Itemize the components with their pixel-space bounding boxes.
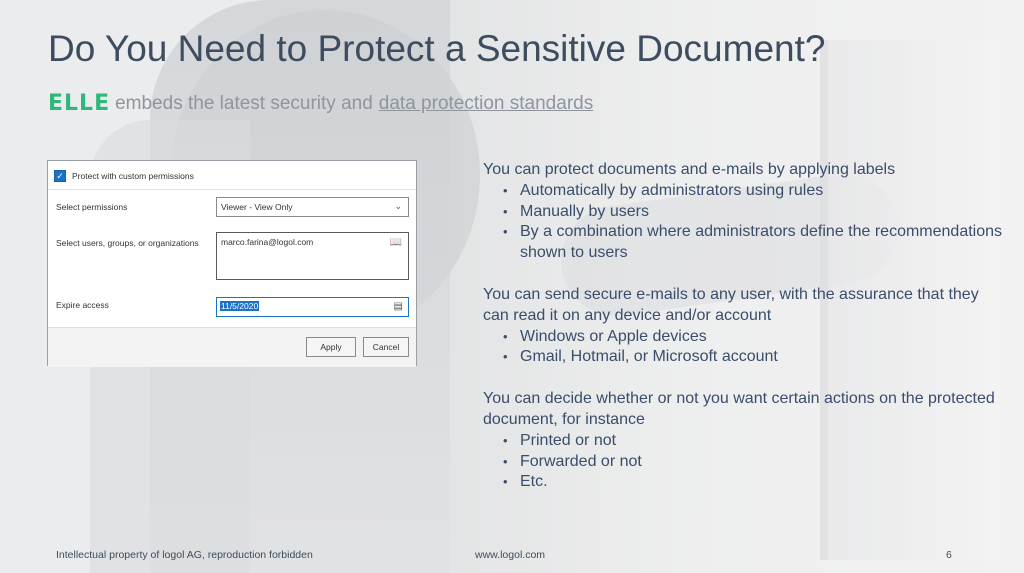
website-link[interactable]: www.logol.com xyxy=(475,549,546,561)
apply-button[interactable]: Apply xyxy=(306,337,356,357)
chevron-down-icon: ⌄ xyxy=(394,201,402,211)
expire-label: Expire access xyxy=(56,300,109,310)
devices-list xyxy=(483,327,1003,369)
slide-subtitle xyxy=(48,91,593,116)
address-book-icon[interactable]: 📖 xyxy=(389,237,402,248)
list-item: • Automatically by administrators using rules xyxy=(501,181,1003,202)
permissions-value: Viewer - View Only xyxy=(221,202,293,212)
permissions-label: Select permissions xyxy=(56,202,128,212)
check-icon: ✓ xyxy=(56,170,64,181)
custom-permissions-label: Protect with custom permissions xyxy=(72,171,194,181)
list-item: • Gmail, Hotmail, or Microsoft account xyxy=(501,347,1003,368)
list-item: • Windows or Apple devices xyxy=(501,327,1003,348)
cancel-button[interactable]: Cancel xyxy=(363,337,409,357)
expire-date-input[interactable] xyxy=(216,297,409,317)
list-item: • Forwarded or not xyxy=(501,452,1003,473)
list-item: • Etc. xyxy=(501,472,1003,493)
secure-email-paragraph: You can send secure e-mails to any user, with the assurance that they can read it on any device and/or account xyxy=(483,285,979,324)
page-number: 6 xyxy=(946,549,952,561)
list-item: • By a combination where administrators define the recommendations shown to users xyxy=(501,222,1003,264)
permissions-dialog xyxy=(47,160,417,366)
actions-list xyxy=(483,431,1003,493)
calendar-icon[interactable]: ▤ xyxy=(393,301,403,312)
expire-date-value: 11/5/2020 xyxy=(221,301,259,311)
users-input[interactable] xyxy=(216,232,409,280)
protect-list xyxy=(483,181,1003,264)
divider xyxy=(48,189,416,190)
slide-content xyxy=(483,160,1003,493)
list-item: • Printed or not xyxy=(501,431,1003,452)
subtitle-text: embeds the latest security and xyxy=(115,92,373,114)
protect-paragraph: You can protect documents and e-mails by applying labels xyxy=(483,161,896,178)
list-item: • Manually by users xyxy=(501,202,1003,223)
users-value: marco.farina@logol.com xyxy=(221,237,314,247)
elle-logo: ELLE xyxy=(48,91,111,116)
actions-paragraph: You can decide whether or not you want certain actions on the protected document, for instance xyxy=(483,390,995,428)
dialog-footer xyxy=(48,327,416,367)
data-protection-link[interactable]: data protection standards xyxy=(378,92,594,114)
custom-permissions-checkbox[interactable] xyxy=(54,170,66,182)
copyright-notice: Intellectual property of logol AG, reproduction forbidden xyxy=(56,549,313,561)
users-label: Select users, groups, or organizations xyxy=(56,238,199,248)
permissions-select[interactable] xyxy=(216,197,409,217)
slide-title: Do You Need to Protect a Sensitive Document? xyxy=(48,28,826,69)
